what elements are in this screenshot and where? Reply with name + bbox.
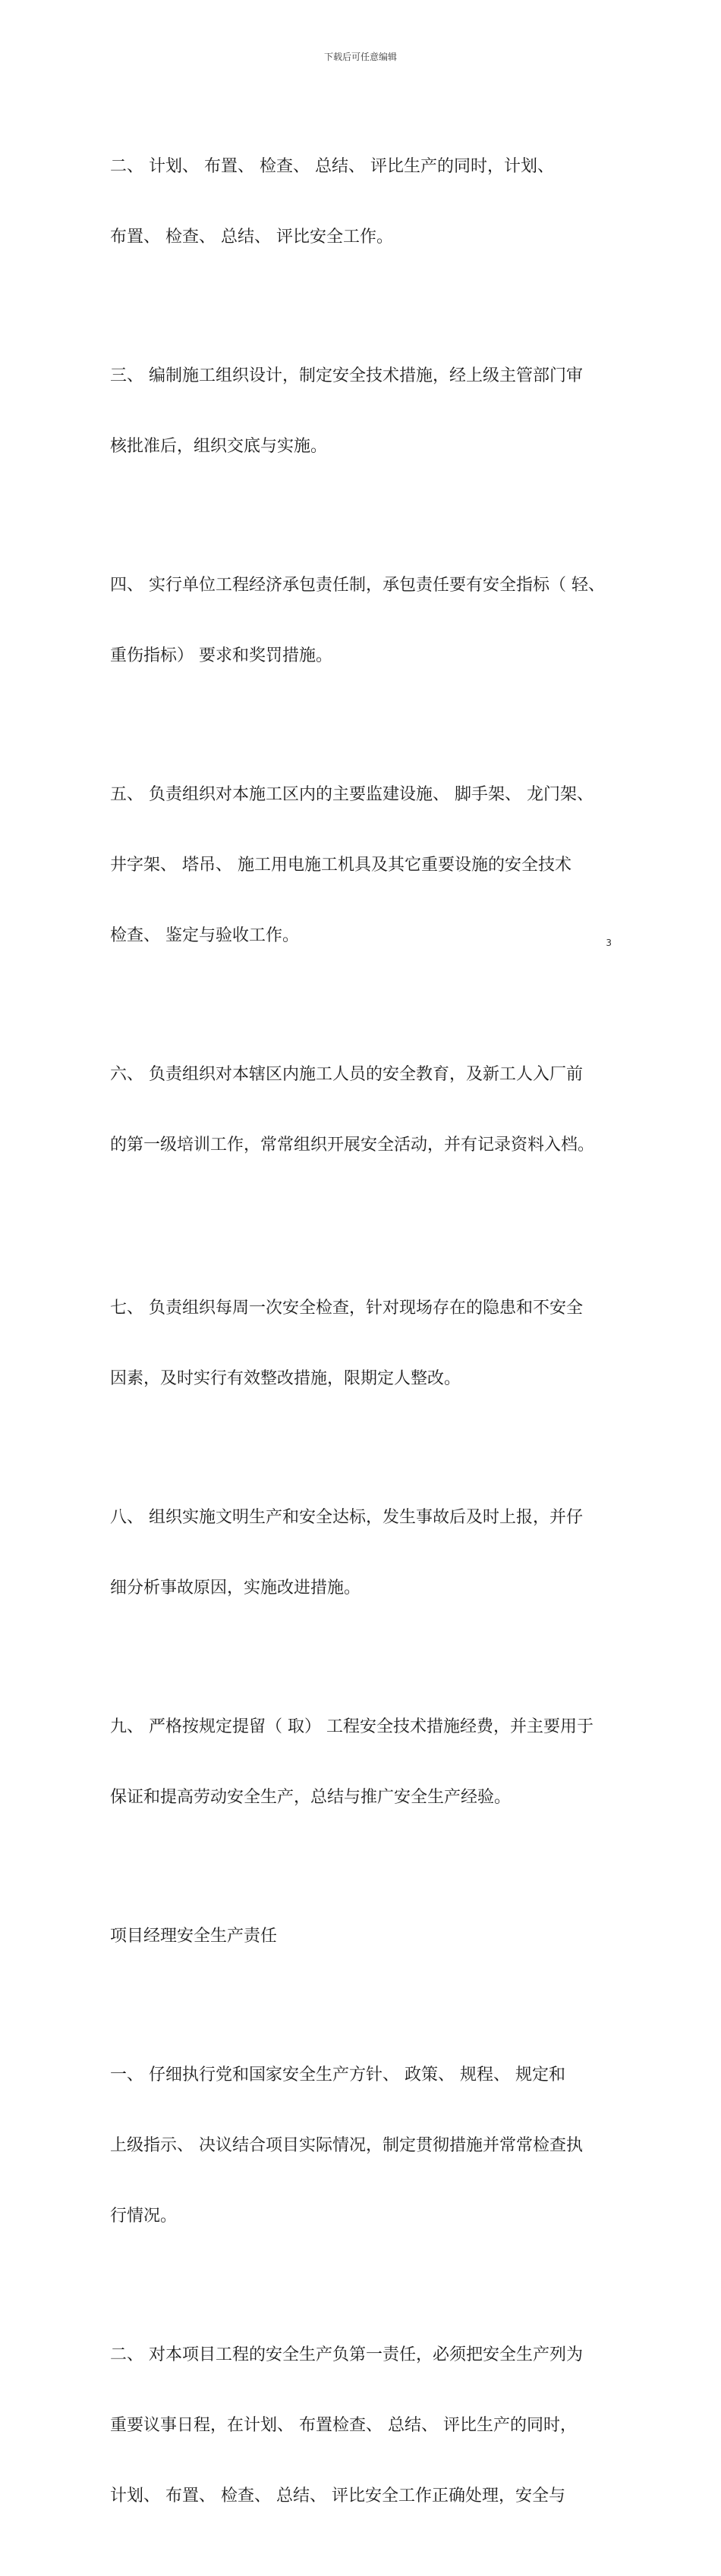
paragraph-item-9: [110, 1668, 619, 1856]
paragraph-item-8: [110, 1459, 619, 1647]
paragraph-line: 因素，及时实行有效整改措施，限期定人整改。: [110, 1369, 461, 1388]
paragraph-line: 的第一级培训工作，常常组织开展安全活动，并有记录资料入档。: [110, 1136, 595, 1154]
section-heading: [110, 1877, 619, 1995]
paragraph-item-4: [110, 526, 619, 715]
paragraph-item-2b: [110, 2296, 619, 2555]
paragraph-item-7: [110, 1249, 619, 1437]
paragraph-item-6: [110, 1016, 619, 1204]
paragraph-line: 细分析事故原因，实施改进措施。: [110, 1579, 361, 1597]
page-header: 下载后可任意编辑: [323, 52, 397, 62]
paragraph-line: 井字架、 塔吊、 施工用电施工机具及其它重要设施的安全技术: [110, 856, 571, 875]
page-number: 3: [606, 938, 612, 948]
paragraph-line: 二、 对本项目工程的安全生产负第一责任，必须把安全生产列为: [110, 2345, 583, 2364]
paragraph-line: 核批准后，组织交底与实施。: [110, 437, 328, 456]
paragraph-line: 行情况。: [110, 2207, 178, 2226]
paragraph-line: 四、 实行单位工程经济承包责任制，承包责任要有安全指标（ 轻、: [110, 576, 605, 595]
paragraph-line: 检查、 鉴定与验收工作。: [110, 926, 299, 945]
paragraph-line: 六、 负责组织对本辖区内施工人员的安全教育，及新工人入厂前: [110, 1065, 583, 1084]
paragraph-line: 重伤指标） 要求和奖罚措施。: [110, 646, 332, 665]
paragraph-item-5: [110, 736, 619, 994]
paragraph-line: 八、 组织实施文明生产和安全达标，发生事故后及时上报，并仔: [110, 1508, 583, 1527]
paragraph-line: 二、 计划、 布置、 检查、 总结、 评比生产的同时，计划、: [110, 157, 554, 176]
paragraph-line: 五、 负责组织对本施工区内的主要监建设施、 脚手架、 龙门架、: [110, 785, 593, 804]
paragraph-line: 上级指示、 决议结合项目实际情况，制定贯彻措施并常常检查执: [110, 2136, 583, 2155]
section-heading-text: 项目经理安全生产责任: [110, 1927, 278, 1946]
paragraph-line: 布置、 检查、 总结、 评比安全工作。: [110, 228, 393, 247]
paragraph-line: 一、 仔细执行党和国家安全生产方针、 政策、 规程、 规定和: [110, 2066, 565, 2084]
paragraph-line: 七、 负责组织每周一次安全检查，针对现场存在的隐患和不安全: [110, 1299, 583, 1318]
paragraph-item-3: [110, 317, 619, 505]
paragraph-line: 重要议事日程，在计划、 布置检查、 总结、 评比生产的同时，: [110, 2416, 577, 2435]
paragraph-line: 保证和提高劳动安全生产，总结与推广安全生产经验。: [110, 1788, 512, 1807]
paragraph-line: 九、 严格按规定提留（ 取） 工程安全技术措施经费，并主要用于: [110, 1717, 593, 1736]
paragraph-item-2: [110, 108, 619, 296]
paragraph-line: 计划、 布置、 检查、 总结、 评比安全工作正确处理，安全与: [110, 2486, 565, 2505]
paragraph-line: 三、 编制施工组织设计，制定安全技术措施，经上级主管部门审: [110, 366, 583, 385]
paragraph-item-1: [110, 2016, 619, 2275]
document-body: [110, 108, 619, 2576]
